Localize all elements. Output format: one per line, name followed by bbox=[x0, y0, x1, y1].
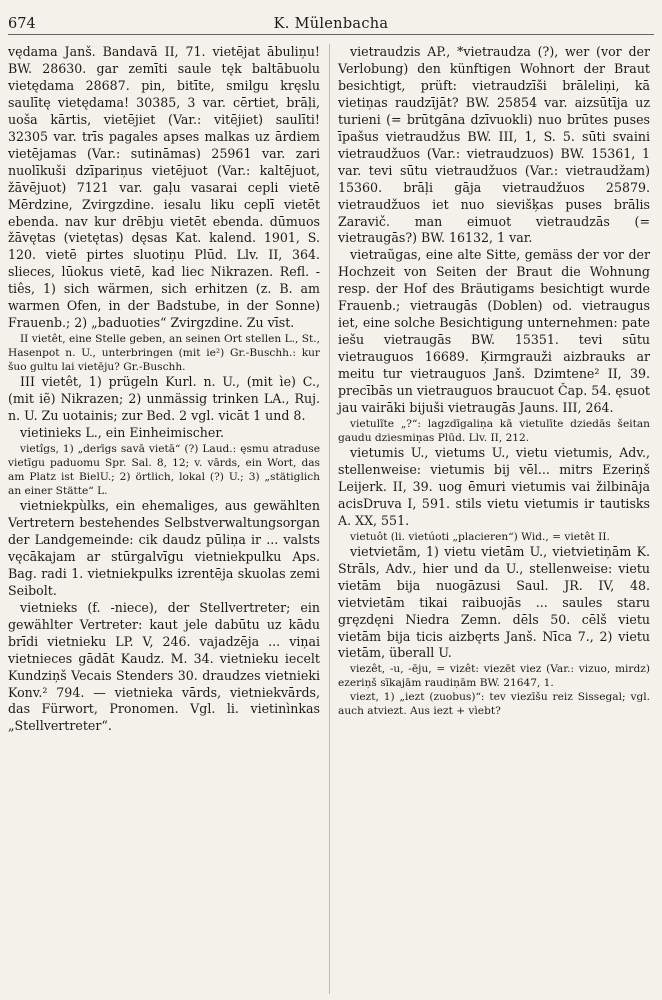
entry-vietniekpulks: vietniekpùlks, ein ehemaliges, aus gewählten Vertretern bestehendes Selbstverwaltungsorgan der Landgemeinde: cik daudz pūliņa ir ... valsts vęcākajam ar stūrgalvīgu vietniekpulku Aps. Bag. radi 1. vietniekpulks izrentēja skuolas zemi Seibolt. bbox=[8, 498, 320, 598]
entry-vietuot: vietuôt (li. vietúoti „placieren“) Wid., = vietêt II. bbox=[350, 530, 610, 543]
entry-vietet-2: II vietêt, eine Stelle geben, an seinen Ort stellen L., St., Hasenpot n. U., unterbringen (mit ie²) Gr.-Buschh.: kur šuo gultu lai vietēju? Gr.-Buschh. bbox=[8, 333, 320, 374]
running-title: K. Mülenbacha bbox=[273, 16, 389, 32]
entry-vietumis: vietumis U., vietums U., vietu vietumis, Adv., stellenweise: vietumis bij vēl... mitrs Ezeriņš Leijerk. II, 39. uog ēmuri vietumis vai žilbināja acisDruva I, 591. stils vietu vietumis ir tautisks A. XX, 551. bbox=[338, 444, 650, 528]
right-column bbox=[338, 44, 650, 718]
page-header bbox=[8, 10, 654, 35]
entry-vietraudzis: vietraudzis AP., *vietraudza (?), wer (vor der Verlobung) den künftigen Wohnort der Braut besichtigt, prüft: vietraudzīši brāleliņi, kā vietiņas raudzījāt? BW. 25854 var. aizsūtīja uz turieni (= brūtgāna dzīvuokli) nuo brūtes puses īpašus vietraudžus BW. III, 1, S. 5. sūti svaini vietraudžuos (Var.: vietraudzuos) BW. 15361, 1 var. tevi sūtu vietraudžuos (Var.: vietraudžam) 15360. brāļi gāja vietraudžuos 25879. vietraudžuos iet nuo sievišķas puses brālis Zaravič. man eimuot vietraudzās (= vietraugās?) BW. 16132, 1 var. bbox=[338, 44, 650, 246]
entry-vietigs: vietîgs, 1) „derīgs savā vietā“ (?) Laud.: ęsmu atraduse vietīgu paduomu Spr. Sal. 8, 12; v. vārds, ein Wort, das am Platz ist BielU.; 2) örtlich, lokal (?) U.; 3) „stätiglich an einer Stätte“ L. bbox=[8, 443, 320, 498]
entry-vietulite: vietulĩte „?“: lagzdīgaliņa kā vietulīte dziedās šeitan gaudu dziesmiņas Plūd. Llv. II, 212. bbox=[338, 417, 650, 444]
page-number: 674 bbox=[8, 16, 36, 32]
entry-vietraugas: vietraũgas, eine alte Sitte, gemäss der vor der Hochzeit von Seiten der Braut die Wohnung resp. der Hof des Bräutigams besichtigt wurde Frauenb.; vietraugās (Doblen) od. vietraugus iet, eine solche Besichtigung unternehmen: pate iešu vietraugās BW. 15351. tevi sūtu vietrauguos 16689. Ķirmgrauži aizbrauks ar meitu tur vietrauguos Janš. Dzimtene² II, 39. precībās un vietrauguos braucuot Čap. 54. ęsuot jau vairāki bijuši vietraugās Jauns. III, 264. bbox=[338, 247, 650, 416]
entry-viezt: viezt, 1) „iezt (zuobus)“: tev viezīšu reiz Sissegal; vgl. auch atviezt. Aus iezt + vìebt? bbox=[338, 691, 650, 718]
entry-continuation: vędama Janš. Bandavā II, 71. vietējat ābuliņu! BW. 28630. gar zemīti saule tęk baltābuolu vietędama 28687. pin, bitīte, smilgu kręslu saulītę vietędama! 30385, 3 var. cērtiet, brāļi, uoša kārtis, vietējiet (Var.: vitējiet) saulīti! 32305 var. trīs pagales apses malkas uz ārdiem vietējamas (Var.: sutināmas) 25961 var. zari nuolīkuši dzīpariņus vietējuot (Var.: kaltējuot, žāvējuot) 7121 var. gaļu vasarai cepli vietē Mērdzine, Zvirgzdine. iesalu liku ceplī vietēt ebenda. nav kur drēbju vietēt ebenda. dūmuos žāvętas (vietętas) dęsas Kat. kalend. 1901, S. 120. vietē pirtes sluotiņu Plūd. Llv. II, 364. slieces, lūokus vietē, kad liec Nikrazen. Refl. -tiês, 1) sich wärmen, sich erhitzen (z. B. am warmen Ofen, in der Badstube, in der Sonne) Frauenb.; 2) „baduoties“ Zvirgzdine. Zu vīst. bbox=[8, 44, 320, 331]
entry-viezet: viezêt, -u, -ēju, = vizêt: viezēt viez (Var.: vizuo, mirdz) ezeriņš sīkajām raudiņām BW. 21647, 1. bbox=[338, 663, 650, 690]
entry-vietnieks: vietnieks (f. -niece), der Stellvertreter; ein gewählter Vertreter: kaut jele dabūtu uz kādu brīdi vietnieku LP. V, 246. vajadzēja ... viņai vietnieces gādāt Kaudz. M. 34. vietnieku iecelt Kundziņš Vecais Stenders 30. draudzes vietnieki Konv.² 794. — vietnieka vārds, vietniekvārds, das Fürwort, Pronomen. Vgl. li. vietinìnkas „Stellvertreter“. bbox=[8, 599, 320, 734]
entry-vietet-3: III vietêt, 1) prügeln Kurl. n. U., (mit ìe) C., (mit iẽ) Nikrazen; 2) unmässig trinken LA., Ruj. n. U. Zu uotainis; zur Bed. 2 vgl. vicāt 1 und 8. bbox=[8, 374, 320, 424]
left-column bbox=[8, 44, 320, 735]
entry-vietinieks: vietinieks L., ein Einheimischer. bbox=[20, 425, 224, 441]
entry-vietvietam: vietvietãm, 1) vietu vietām U., vietvietiņām K. Strāls, Adv., hier und da U., stellenweise: vietu vietām bija nuogāzusi Saul. JR. IV, 48. vietvietām tikai raibuojās ... saules staru gręzdęni Niedra Zemn. dēls 50. cēlš vietu vietām bija ticis aizbęrts Janš. Nīca 7., 2) vietu vietām, überall U. bbox=[338, 543, 650, 661]
column-divider bbox=[329, 44, 330, 994]
